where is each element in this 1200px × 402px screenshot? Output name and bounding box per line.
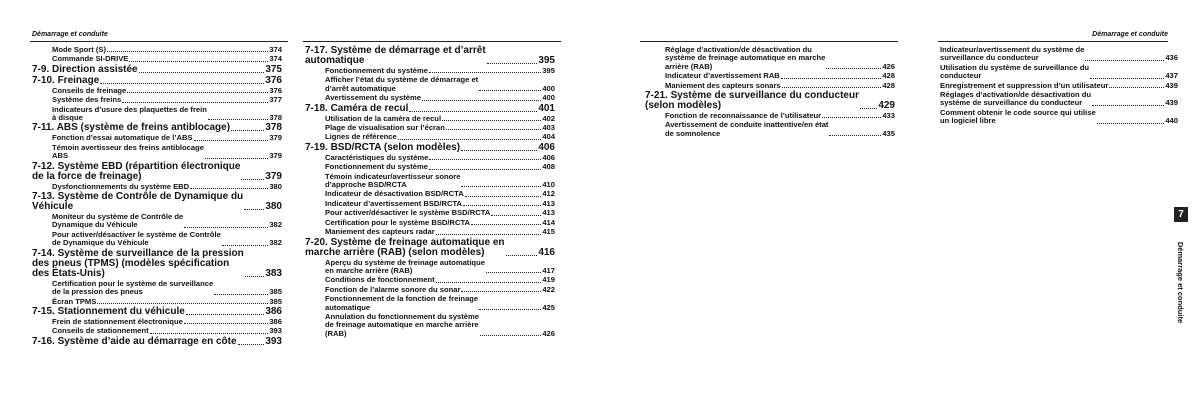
toc-section-entry[interactable] <box>305 238 555 258</box>
toc-subentry[interactable] <box>305 190 555 198</box>
toc-section-entry[interactable] <box>305 46 555 66</box>
toc-page-number: 426 <box>882 61 895 71</box>
toc-page-number: 419 <box>542 275 555 285</box>
dot-leader <box>1092 105 1164 106</box>
toc-subentry[interactable] <box>305 228 555 236</box>
dot-leader <box>491 215 541 216</box>
toc-subentry[interactable] <box>305 259 555 276</box>
dot-leader <box>446 129 541 130</box>
toc-section-entry[interactable] <box>32 337 282 347</box>
toc-page-number: 377 <box>269 95 282 105</box>
toc-subentry[interactable] <box>305 313 555 338</box>
toc-section-entry[interactable] <box>32 76 282 86</box>
toc-page-number: 428 <box>882 80 895 90</box>
toc-entry-title: Pour activer/désactiver le système BSD/RCTA <box>325 208 491 218</box>
toc-page-number: 376 <box>269 85 282 95</box>
toc-subentry[interactable] <box>645 121 895 138</box>
toc-page-number: 393 <box>265 335 282 347</box>
toc-entry-title: Fonction d’essai automatique de l’ABS <box>52 133 193 143</box>
toc-entry-title: 7-9. Direction assistée <box>32 63 138 75</box>
toc-column-2 <box>305 45 555 338</box>
toc-subentry[interactable] <box>305 276 555 284</box>
dot-leader <box>436 282 542 283</box>
dot-leader <box>1085 60 1164 61</box>
dot-leader <box>829 135 881 136</box>
dot-leader <box>194 140 269 141</box>
toc-section-entry[interactable] <box>32 249 282 279</box>
toc-entry-title: Fonctionnement de la fonction de freinage automatique <box>325 294 479 312</box>
toc-entry-title: Écran TPMS <box>52 296 97 306</box>
header-rule <box>303 41 561 42</box>
toc-page-number: 379 <box>265 170 282 182</box>
dot-leader <box>398 139 542 140</box>
toc-page-number: 380 <box>269 181 282 191</box>
toc-entry-title: 7-16. Système d’aide au démarrage en côte <box>32 335 237 347</box>
toc-page-number: 375 <box>265 63 282 75</box>
toc-entry-title: Certification pour le système BSD/RCTA <box>325 217 471 227</box>
toc-page-number: 413 <box>542 208 555 218</box>
toc-subentry[interactable] <box>32 298 282 306</box>
toc-entry-title: 7-13. Système de Contrôle de Dynamique du Véhicule <box>32 191 244 213</box>
toc-subentry[interactable] <box>305 200 555 208</box>
toc-subentry[interactable] <box>32 46 282 54</box>
toc-entry-title: Indicateur d’avertissement RAB <box>665 71 780 81</box>
toc-page-number: 386 <box>269 316 282 326</box>
toc-page-number: 437 <box>1165 71 1178 81</box>
dot-leader <box>244 209 264 210</box>
toc-entry-title: Témoin indicateur/avertisseur sonore d’approche BSD/RCTA <box>325 171 461 190</box>
dot-leader <box>461 291 541 292</box>
dot-leader <box>782 87 882 88</box>
toc-entry-title: Indicateurs d’usure des plaquettes de frein à disque <box>52 104 207 123</box>
dot-leader <box>184 227 268 228</box>
toc-page-number: 383 <box>265 267 282 279</box>
toc-entry-title: 7-19. BSD/RCTA (selon modèles) <box>305 141 461 153</box>
toc-page-number: 425 <box>542 302 555 312</box>
dot-leader <box>184 323 269 324</box>
dot-leader <box>186 314 265 315</box>
toc-subentry[interactable] <box>32 134 282 142</box>
toc-entry-title: Plage de visualisation sur l’écran <box>325 123 445 133</box>
toc-subentry[interactable] <box>305 115 555 123</box>
toc-page-number: 378 <box>269 113 282 123</box>
toc-subentry[interactable] <box>32 318 282 326</box>
toc-page-number: 439 <box>1165 98 1178 108</box>
toc-page-number: 400 <box>542 93 555 103</box>
toc-entry-title: Dysfonctionnements du système EBD <box>52 181 190 191</box>
toc-section-entry[interactable] <box>32 123 282 133</box>
dot-leader <box>781 78 882 79</box>
toc-page-number: 426 <box>542 328 555 338</box>
toc-page-number: 404 <box>542 132 555 142</box>
toc-entry-title: Conseils de stationnement <box>52 326 149 336</box>
toc-page-number: 415 <box>542 227 555 237</box>
toc-entry-title: Système des freins <box>52 95 122 105</box>
toc-entry-title: Avertissement de conduite inattentive/en état de somnolence <box>665 120 829 138</box>
dot-leader <box>208 119 268 120</box>
toc-page-number: 410 <box>542 180 555 190</box>
toc-subentry[interactable] <box>645 46 895 71</box>
dot-leader <box>471 224 541 225</box>
dot-leader <box>436 234 542 235</box>
toc-subentry[interactable] <box>305 94 555 102</box>
running-header-left: Démarrage et conduite <box>32 31 108 38</box>
toc-subentry[interactable] <box>305 124 555 132</box>
toc-entry-title: Comment obtenir le code source qui utilise un logiciel libre <box>940 107 1096 126</box>
toc-subentry[interactable] <box>32 96 282 104</box>
toc-subentry[interactable] <box>32 106 282 123</box>
toc-page-number: 416 <box>538 246 555 258</box>
toc-section-entry[interactable] <box>32 162 282 182</box>
toc-subentry[interactable] <box>940 109 1178 126</box>
toc-page-number: 395 <box>538 55 555 66</box>
toc-page-number: 374 <box>269 45 282 54</box>
toc-page-number: 382 <box>269 238 282 248</box>
toc-entry-title: Utilisation du système de surveillance du conducteur <box>940 62 1089 81</box>
toc-page-number: 386 <box>265 305 282 317</box>
toc-entry-title: 7-18. Caméra de recul <box>305 102 409 114</box>
dot-leader <box>422 100 541 101</box>
dot-leader <box>479 309 541 310</box>
dot-leader <box>442 120 541 121</box>
dot-leader <box>107 51 268 52</box>
dot-leader <box>245 276 265 277</box>
toc-subentry[interactable] <box>645 72 895 80</box>
dot-leader <box>129 61 268 62</box>
toc-page-number: 428 <box>882 71 895 81</box>
toc-page-number: 395 <box>542 66 555 75</box>
dot-leader <box>97 303 268 304</box>
toc-page-number: 403 <box>542 123 555 133</box>
dot-leader <box>429 159 541 160</box>
dot-leader <box>190 188 268 189</box>
toc-entry-title: Indicateur de désactivation BSD/RCTA <box>325 189 464 199</box>
toc-entry-title: Afficher l’état du système de démarrage et d’arrêt automatique <box>325 75 479 93</box>
dot-leader <box>1109 87 1164 88</box>
dot-leader <box>409 111 537 112</box>
dot-leader <box>100 83 264 84</box>
toc-entry-title: 7-12. Système EBD (répartition électronique de la force de freinage) <box>32 160 241 182</box>
toc-subentry[interactable] <box>940 64 1178 81</box>
dot-leader <box>139 72 265 73</box>
toc-page-number: 414 <box>542 217 555 227</box>
toc-entry-title: Aperçu du système de freinage automatique en marche arrière (RAB) <box>325 257 485 275</box>
toc-page-number: 440 <box>1165 116 1178 126</box>
chapter-tab[interactable]: 7 <box>1174 207 1188 222</box>
dot-leader <box>486 272 541 273</box>
toc-column-3 <box>645 45 895 138</box>
toc-entry-title: Fonction de l’alarme sonore du sonar <box>325 284 461 294</box>
toc-page-number: 422 <box>542 284 555 294</box>
toc-subentry[interactable] <box>32 144 282 161</box>
toc-page-number: 412 <box>542 189 555 199</box>
toc-subentry[interactable] <box>32 231 282 248</box>
toc-page-number: 382 <box>269 220 282 230</box>
dot-leader <box>487 63 538 64</box>
toc-subentry[interactable] <box>940 46 1178 63</box>
toc-page-number: 406 <box>538 141 555 153</box>
toc-page-number: 380 <box>265 201 282 213</box>
dot-leader <box>480 335 541 336</box>
dot-leader <box>465 196 542 197</box>
toc-entry-title: Mode Sport (S) <box>52 45 106 54</box>
dot-leader <box>479 90 541 91</box>
toc-subentry[interactable] <box>305 286 555 294</box>
toc-entry-title: Fonctionnement du système <box>325 162 428 172</box>
toc-entry-title: Utilisation de la caméra de recul <box>325 113 442 123</box>
dot-leader <box>826 68 881 69</box>
dot-leader <box>238 344 265 345</box>
toc-subentry[interactable] <box>32 280 282 297</box>
dot-leader <box>127 92 268 93</box>
toc-page-number: 436 <box>1165 53 1178 63</box>
dot-leader <box>1097 123 1165 124</box>
toc-section-entry[interactable] <box>305 104 555 114</box>
toc-subentry[interactable] <box>305 209 555 217</box>
dot-leader <box>205 158 268 159</box>
toc-subentry[interactable] <box>32 327 282 335</box>
toc-page-number: 406 <box>542 152 555 162</box>
toc-page-number: 402 <box>542 113 555 123</box>
toc-entry-title: Avertissement du système <box>325 93 421 103</box>
toc-subentry[interactable] <box>305 133 555 141</box>
toc-page-number: 385 <box>269 296 282 306</box>
toc-entry-title: Fonctionnement du système <box>325 66 428 75</box>
toc-page-number: 393 <box>269 326 282 336</box>
toc-subentry[interactable] <box>305 163 555 171</box>
toc-subentry[interactable] <box>305 67 555 75</box>
chapter-tab-text: Démarrage et conduite <box>1176 241 1186 323</box>
toc-entry-title: Réglage d’activation/de désactivation du système de freinage automatique en marche arrière (RAB) <box>665 45 826 71</box>
toc-page-number: 429 <box>878 100 895 112</box>
toc-subentry[interactable] <box>32 183 282 191</box>
toc-entry-title: Fonction de reconnaissance de l’utilisateur <box>665 111 822 121</box>
toc-entry-title: Lignes de référence <box>325 132 397 142</box>
toc-page-number: 385 <box>269 287 282 297</box>
dot-leader <box>429 72 541 73</box>
dot-leader <box>231 130 264 131</box>
toc-entry-title: Annulation du fonctionnement du système de freinage automatique en marche arrière (RAB) <box>325 311 479 338</box>
toc-subentry[interactable] <box>305 173 555 190</box>
dot-leader <box>463 205 541 206</box>
toc-entry-title: Témoin avertisseur des freins antiblocage ABS <box>52 142 204 161</box>
toc-page-number: 435 <box>882 128 895 138</box>
toc-page-number: 374 <box>269 54 282 64</box>
toc-subentry[interactable] <box>645 82 895 90</box>
header-rule <box>938 41 1168 42</box>
toc-entry-title: Maniement des capteurs sonars <box>665 80 781 90</box>
toc-entry-title: Frein de stationnement électronique <box>52 316 183 326</box>
header-rule <box>640 41 898 42</box>
toc-section-entry[interactable] <box>305 143 555 153</box>
toc-entry-title: Caractéristiques du système <box>325 152 429 162</box>
toc-entry-title: Certification pour le système de surveillance de la pression des pneus <box>52 278 214 297</box>
toc-subentry[interactable] <box>305 76 555 93</box>
toc-column-4 <box>940 45 1178 126</box>
toc-subentry[interactable] <box>940 91 1178 108</box>
toc-page-number: 433 <box>882 111 895 121</box>
toc-entry-title: 7-20. Système de freinage automatique en marche arrière (RAB) (selon modèles) <box>305 236 505 258</box>
toc-subentry[interactable] <box>32 213 282 230</box>
toc-entry-title: Réglages d’activation/de désactivation du système de surveillance du conducteur <box>940 90 1092 108</box>
dot-leader <box>214 294 268 295</box>
dot-leader <box>461 186 541 187</box>
toc-entry-title: Commande SI-DRIVE <box>52 54 129 64</box>
toc-entry-title: Pour activer/désactiver le système de Contrôle de Dynamique du Véhicule <box>52 229 221 248</box>
dot-leader <box>122 102 268 103</box>
toc-subentry[interactable] <box>940 82 1178 90</box>
toc-subentry[interactable] <box>305 219 555 227</box>
toc-entry-title: Enregistrement et suppression d’un utilisateur <box>940 80 1109 90</box>
toc-page-number: 379 <box>269 151 282 161</box>
toc-page-number: 413 <box>542 198 555 208</box>
toc-subentry[interactable] <box>645 112 895 120</box>
toc-subentry[interactable] <box>32 55 282 63</box>
toc-page-number: 439 <box>1165 80 1178 90</box>
toc-page-number: 378 <box>265 122 282 134</box>
header-rule <box>30 41 288 42</box>
toc-section-entry[interactable] <box>645 91 895 111</box>
toc-entry-title: 7-14. Système de surveillance de la pression des pneus (TPMS) (modèles spécification des États-Unis) <box>32 247 244 279</box>
chapter-tab-label <box>1174 227 1188 337</box>
toc-subentry[interactable] <box>305 154 555 162</box>
toc-page-number: 379 <box>269 133 282 143</box>
toc-subentry[interactable] <box>32 87 282 95</box>
toc-section-entry[interactable] <box>32 65 282 75</box>
toc-page-number: 417 <box>542 265 555 275</box>
toc-entry-title: 7-11. ABS (système de freins antiblocage) <box>32 122 231 134</box>
toc-page-number: 408 <box>542 162 555 172</box>
toc-entry-title: 7-21. Système de surveillance du conducteur (selon modèles) <box>645 90 859 112</box>
toc-entry-title: Moniteur du système de Contrôle de Dynamique du Véhicule <box>52 212 184 230</box>
toc-entry-title: Conditions de fonctionnement <box>325 275 435 285</box>
toc-subentry[interactable] <box>305 295 555 312</box>
dot-leader <box>222 245 269 246</box>
toc-section-entry[interactable] <box>32 192 282 212</box>
dot-leader <box>860 108 877 109</box>
toc-entry-title: Indicateur/avertissement du système de surveillance du conducteur <box>940 45 1085 63</box>
toc-page-number: 401 <box>538 102 555 114</box>
toc-page-number: 376 <box>265 74 282 86</box>
toc-page-number: 400 <box>542 83 555 93</box>
toc-entry-title: Maniement des capteurs radar <box>325 227 435 237</box>
toc-column-1 <box>32 45 282 347</box>
dot-leader <box>1090 78 1164 79</box>
toc-entry-title: 7-17. Système de démarrage et d’arrêt automatique <box>305 45 486 66</box>
toc-entry-title: 7-15. Stationnement du véhicule <box>32 305 185 317</box>
dot-leader <box>150 333 269 334</box>
running-header-right: Démarrage et conduite <box>1092 31 1168 38</box>
toc-entry-title: 7-10. Freinage <box>32 74 100 86</box>
toc-entry-title: Indicateur d’avertissement BSD/RCTA <box>325 198 463 208</box>
dot-leader <box>429 169 541 170</box>
dot-leader <box>241 179 264 180</box>
toc-entry-title: Conseils de freinage <box>52 85 127 95</box>
dot-leader <box>461 150 537 151</box>
dot-leader <box>506 255 538 256</box>
dot-leader <box>822 117 881 118</box>
toc-section-entry[interactable] <box>32 307 282 317</box>
